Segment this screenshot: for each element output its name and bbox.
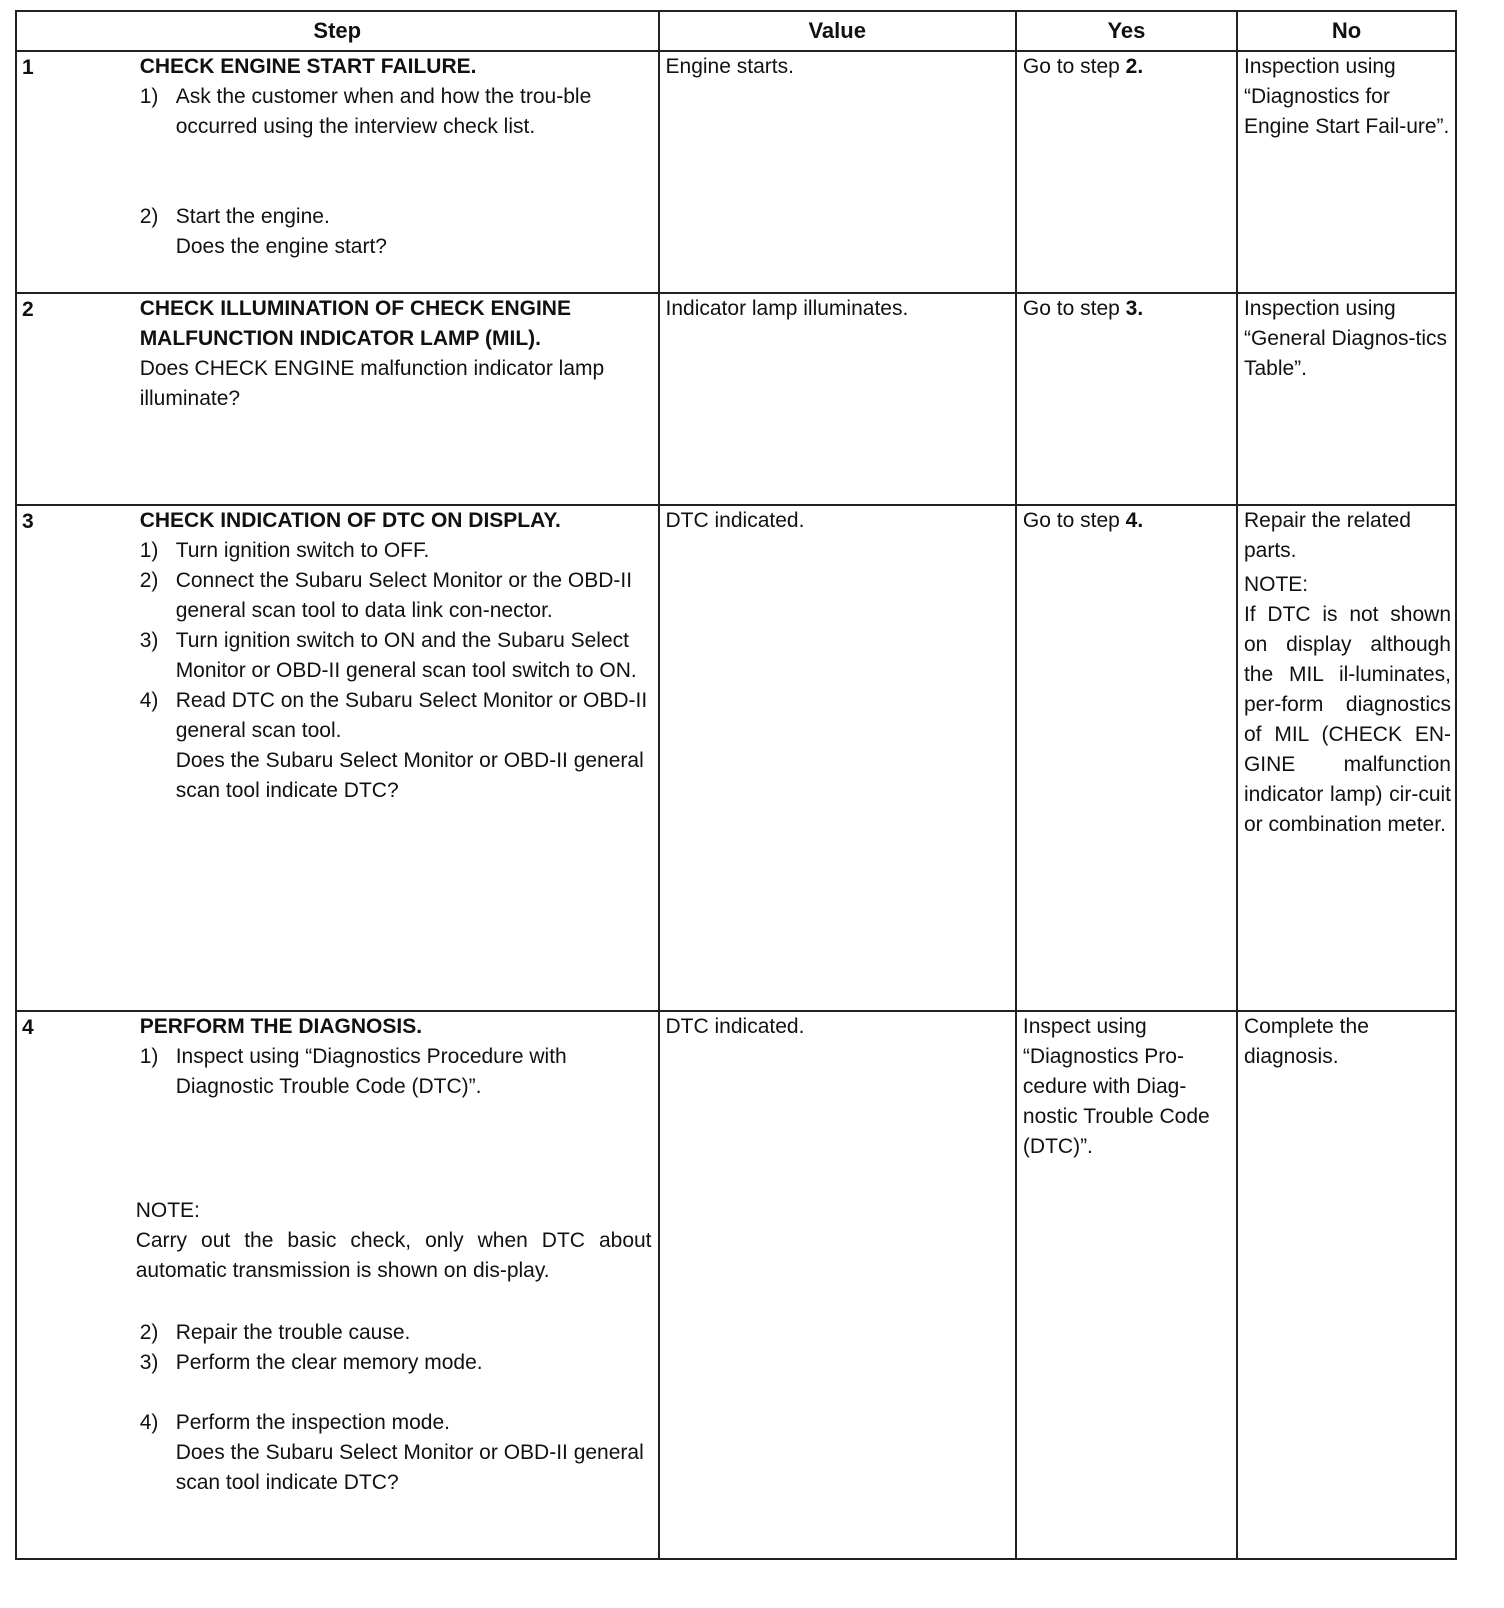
value-cell: DTC indicated. [659,1011,1016,1559]
no-cell: Inspection using “General Diagnos-tics Table”. [1237,293,1456,505]
step-cell [132,51,659,293]
value-cell: DTC indicated. [659,505,1016,1011]
substep-text: Turn ignition switch to ON and the Subaru Select Monitor or OBD-II general scan tool switch to ON. [175,629,637,682]
step-question: Does the engine start? [175,235,387,258]
yes-text: Go to step [1022,297,1120,320]
substep-text: Perform the inspection mode. [175,1411,450,1434]
substep-text: Start the engine. [175,205,330,228]
substep-text: Inspect using “Diagnostics Procedure with Diagnostic Trouble Code (DTC)”. [175,1045,567,1098]
substep-text: Connect the Subaru Select Monitor or the OBD-II general scan tool to data link con-nector. [175,569,633,622]
substep-text: Read DTC on the Subaru Select Monitor or OBD-II general scan tool. [175,689,648,742]
step-question: Does the Subaru Select Monitor or OBD-II general scan tool indicate DTC? [175,749,644,802]
substep [140,1348,652,1378]
table-row [16,505,1456,1011]
header-no: No [1237,11,1456,51]
substep-text: Repair the trouble cause. [175,1321,411,1344]
table-row [16,1011,1456,1559]
diagnostic-table [15,10,1457,1560]
substep-number: 1) [139,539,159,562]
step-question: Does the Subaru Select Monitor or OBD-II general scan tool indicate DTC? [175,1441,644,1494]
substep [140,536,652,566]
substep-number: 3) [139,629,159,652]
substep-text: Turn ignition switch to OFF. [175,539,430,562]
no-cell [1237,505,1456,1011]
no-cell: Complete the diagnosis. [1237,1011,1456,1559]
yes-text: Go to step [1022,509,1120,532]
yes-cell: Inspect using “Diagnostics Pro-cedure with Diag-nostic Trouble Code (DTC)”. [1016,1011,1237,1559]
value-cell: Engine starts. [659,51,1016,293]
yes-step-ref: 2. [1125,55,1144,78]
substep [140,1408,652,1438]
yes-text: Go to step [1022,55,1120,78]
substep [140,82,652,142]
substep [140,566,652,626]
table-row [16,51,1456,293]
substep-number: 4) [139,689,159,712]
no-note-label: NOTE: [1243,573,1309,596]
header-yes: Yes [1016,11,1237,51]
note-label: NOTE: [135,1199,200,1222]
substep-number: 2) [139,1321,159,1344]
yes-cell [1016,51,1237,293]
step-number: 1 [16,51,132,293]
substep [140,686,652,746]
no-text: Repair the related parts. [1243,509,1411,562]
no-note-text: If DTC is not shown on display although the MIL il-luminates, per-form diagnostics of MIL (CHECK EN-GINE malfunction indicator lamp) cir-cuit or combination meter. [1243,603,1451,836]
yes-cell [1016,293,1237,505]
no-cell: Inspection using “Diagnostics for Engine Start Fail-ure”. [1237,51,1456,293]
step-question: Does CHECK ENGINE malfunction indicator lamp illuminate? [139,357,605,410]
step-cell [132,1011,659,1559]
step-number: 3 [16,505,132,1011]
substep-number: 2) [139,205,159,228]
note-text: Carry out the basic check, only when DTC about automatic transmission is shown on dis-play. [135,1229,652,1282]
step-cell [132,505,659,1011]
substep-number: 1) [139,1045,159,1068]
substep-number: 2) [139,569,159,592]
step-cell [132,293,659,505]
step-number: 2 [16,293,132,505]
step-title: CHECK INDICATION OF DTC ON DISPLAY. [139,509,561,532]
yes-cell [1016,505,1237,1011]
substep [140,626,652,686]
substep-number: 3) [139,1351,159,1374]
substep-text: Ask the customer when and how the trou-ble occurred using the interview check list. [175,85,592,138]
step-title: CHECK ILLUMINATION OF CHECK ENGINE MALFUNCTION INDICATOR LAMP (MIL). [139,297,571,350]
step-title: CHECK ENGINE START FAILURE. [139,55,477,78]
substep [140,1318,652,1348]
substep [140,1042,652,1102]
substep-number: 4) [139,1411,159,1434]
value-cell: Indicator lamp illuminates. [659,293,1016,505]
yes-step-ref: 4. [1125,509,1144,532]
substep [140,202,652,232]
header-row [16,11,1456,51]
yes-step-ref: 3. [1125,297,1144,320]
table-row [16,293,1456,505]
header-value: Value [659,11,1016,51]
substep-number: 1) [139,85,159,108]
header-step: Step [16,11,659,51]
step-number: 4 [16,1011,132,1559]
step-title: PERFORM THE DIAGNOSIS. [139,1015,423,1038]
substep-text: Perform the clear memory mode. [175,1351,483,1374]
